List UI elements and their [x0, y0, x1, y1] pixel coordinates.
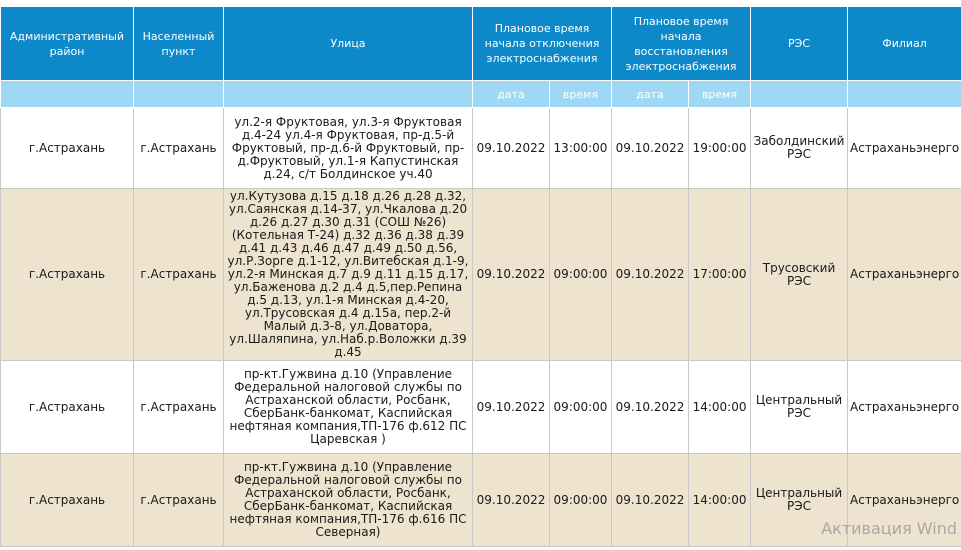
cell-off-date: 09.10.2022 [473, 189, 550, 361]
subheader-empty [224, 81, 473, 108]
cell-branch: Астраханьэнерго [848, 108, 961, 189]
cell-on-time: 19:00:00 [689, 108, 751, 189]
header-planned-on: Плановое время начала восстановления электроснабжения [612, 7, 751, 81]
cell-settlement: г.Астрахань [134, 189, 224, 361]
cell-off-time: 09:00:00 [550, 189, 612, 361]
cell-off-time: 13:00:00 [550, 108, 612, 189]
cell-street: ул.2-я Фруктовая, ул.3-я Фруктовая д.4-24 ул.4-я Фруктовая, пр-д.5-й Фруктовый, пр-д.6-й Фруктовый, пр-д.Фруктовый, ул.1-я Капустинская д.24, с/т Болдинское уч.40 [224, 108, 473, 189]
header-settlement: Населенный пункт [134, 7, 224, 81]
cell-on-time: 17:00:00 [689, 189, 751, 361]
subheader-empty [134, 81, 224, 108]
table-row [1, 108, 961, 189]
cell-on-date: 09.10.2022 [612, 361, 689, 454]
cell-res: Центральный РЭС [751, 454, 848, 547]
cell-street: пр-кт.Гужвина д.10 (Управление Федеральной налоговой службы по Астраханской области, Росбанк, СберБанк-банкомат, Каспийская нефтяная компания,ТП-176 ф.612 ПС Царевская ) [224, 361, 473, 454]
subheader-empty [1, 81, 134, 108]
subheader-on-date: дата [612, 81, 689, 108]
cell-on-date: 09.10.2022 [612, 189, 689, 361]
subheader-off-date: дата [473, 81, 550, 108]
outage-schedule-table [0, 6, 961, 547]
table-header-row [1, 7, 961, 81]
cell-off-date: 09.10.2022 [473, 361, 550, 454]
cell-off-time: 09:00:00 [550, 361, 612, 454]
cell-on-time: 14:00:00 [689, 454, 751, 547]
cell-district: г.Астрахань [1, 454, 134, 547]
subheader-off-time: время [550, 81, 612, 108]
cell-on-date: 09.10.2022 [612, 454, 689, 547]
cell-street: пр-кт.Гужвина д.10 (Управление Федеральной налоговой службы по Астраханской области, Росбанк, СберБанк-банкомат, Каспийская нефтяная компания,ТП-176 ф.616 ПС Северная) [224, 454, 473, 547]
cell-district: г.Астрахань [1, 189, 134, 361]
cell-branch: Астраханьэнерго [848, 189, 961, 361]
header-res: РЭС [751, 7, 848, 81]
cell-off-time: 09:00:00 [550, 454, 612, 547]
subheader-empty [751, 81, 848, 108]
cell-off-date: 09.10.2022 [473, 454, 550, 547]
cell-settlement: г.Астрахань [134, 108, 224, 189]
subheader-empty [848, 81, 961, 108]
cell-settlement: г.Астрахань [134, 361, 224, 454]
header-street: Улица [224, 7, 473, 81]
table-row [1, 361, 961, 454]
cell-res: Центральный РЭС [751, 361, 848, 454]
header-branch: Филиал [848, 7, 961, 81]
header-planned-off: Плановое время начала отключения электроснабжения [473, 7, 612, 81]
cell-district: г.Астрахань [1, 361, 134, 454]
cell-branch: Астраханьэнерго [848, 454, 961, 547]
cell-res: Заболдинский РЭС [751, 108, 848, 189]
cell-on-time: 14:00:00 [689, 361, 751, 454]
table-row [1, 189, 961, 361]
cell-on-date: 09.10.2022 [612, 108, 689, 189]
cell-branch: Астраханьэнерго [848, 361, 961, 454]
table-subheader-row [1, 81, 961, 108]
cell-district: г.Астрахань [1, 108, 134, 189]
cell-off-date: 09.10.2022 [473, 108, 550, 189]
cell-street: ул.Кутузова д.15 д.18 д.26 д.28 д.32, ул.Саянская д.14-37, ул.Чкалова д.20 д.26 д.27 д.30 д.31 (СОШ №26) (Котельная Т-24) д.32 д.36 д.38 д.39 д.41 д.43 д.46 д.47 д.49 д.50 д.56, ул.Р.Зорге д.1-12, ул.Витебская д.1-9, ул.2-я Минская д.7 д.9 д.11 д.15 д.17, ул.Баженова д.2 д.4 д.5,пер.Репина д.5 д.13, ул.1-я Минская д.4-20, ул.Трусовская д.4 д.15а, пер.2-й Малый д.3-8, ул.Доватора, ул.Шаляпина, ул.Наб.р.Воложки д.39 д.45 [224, 189, 473, 361]
header-district: Административный район [1, 7, 134, 81]
cell-settlement: г.Астрахань [134, 454, 224, 547]
table-row [1, 454, 961, 547]
cell-res: Трусовский РЭС [751, 189, 848, 361]
windows-activation-watermark: Активация Wind [821, 519, 957, 538]
subheader-on-time: время [689, 81, 751, 108]
